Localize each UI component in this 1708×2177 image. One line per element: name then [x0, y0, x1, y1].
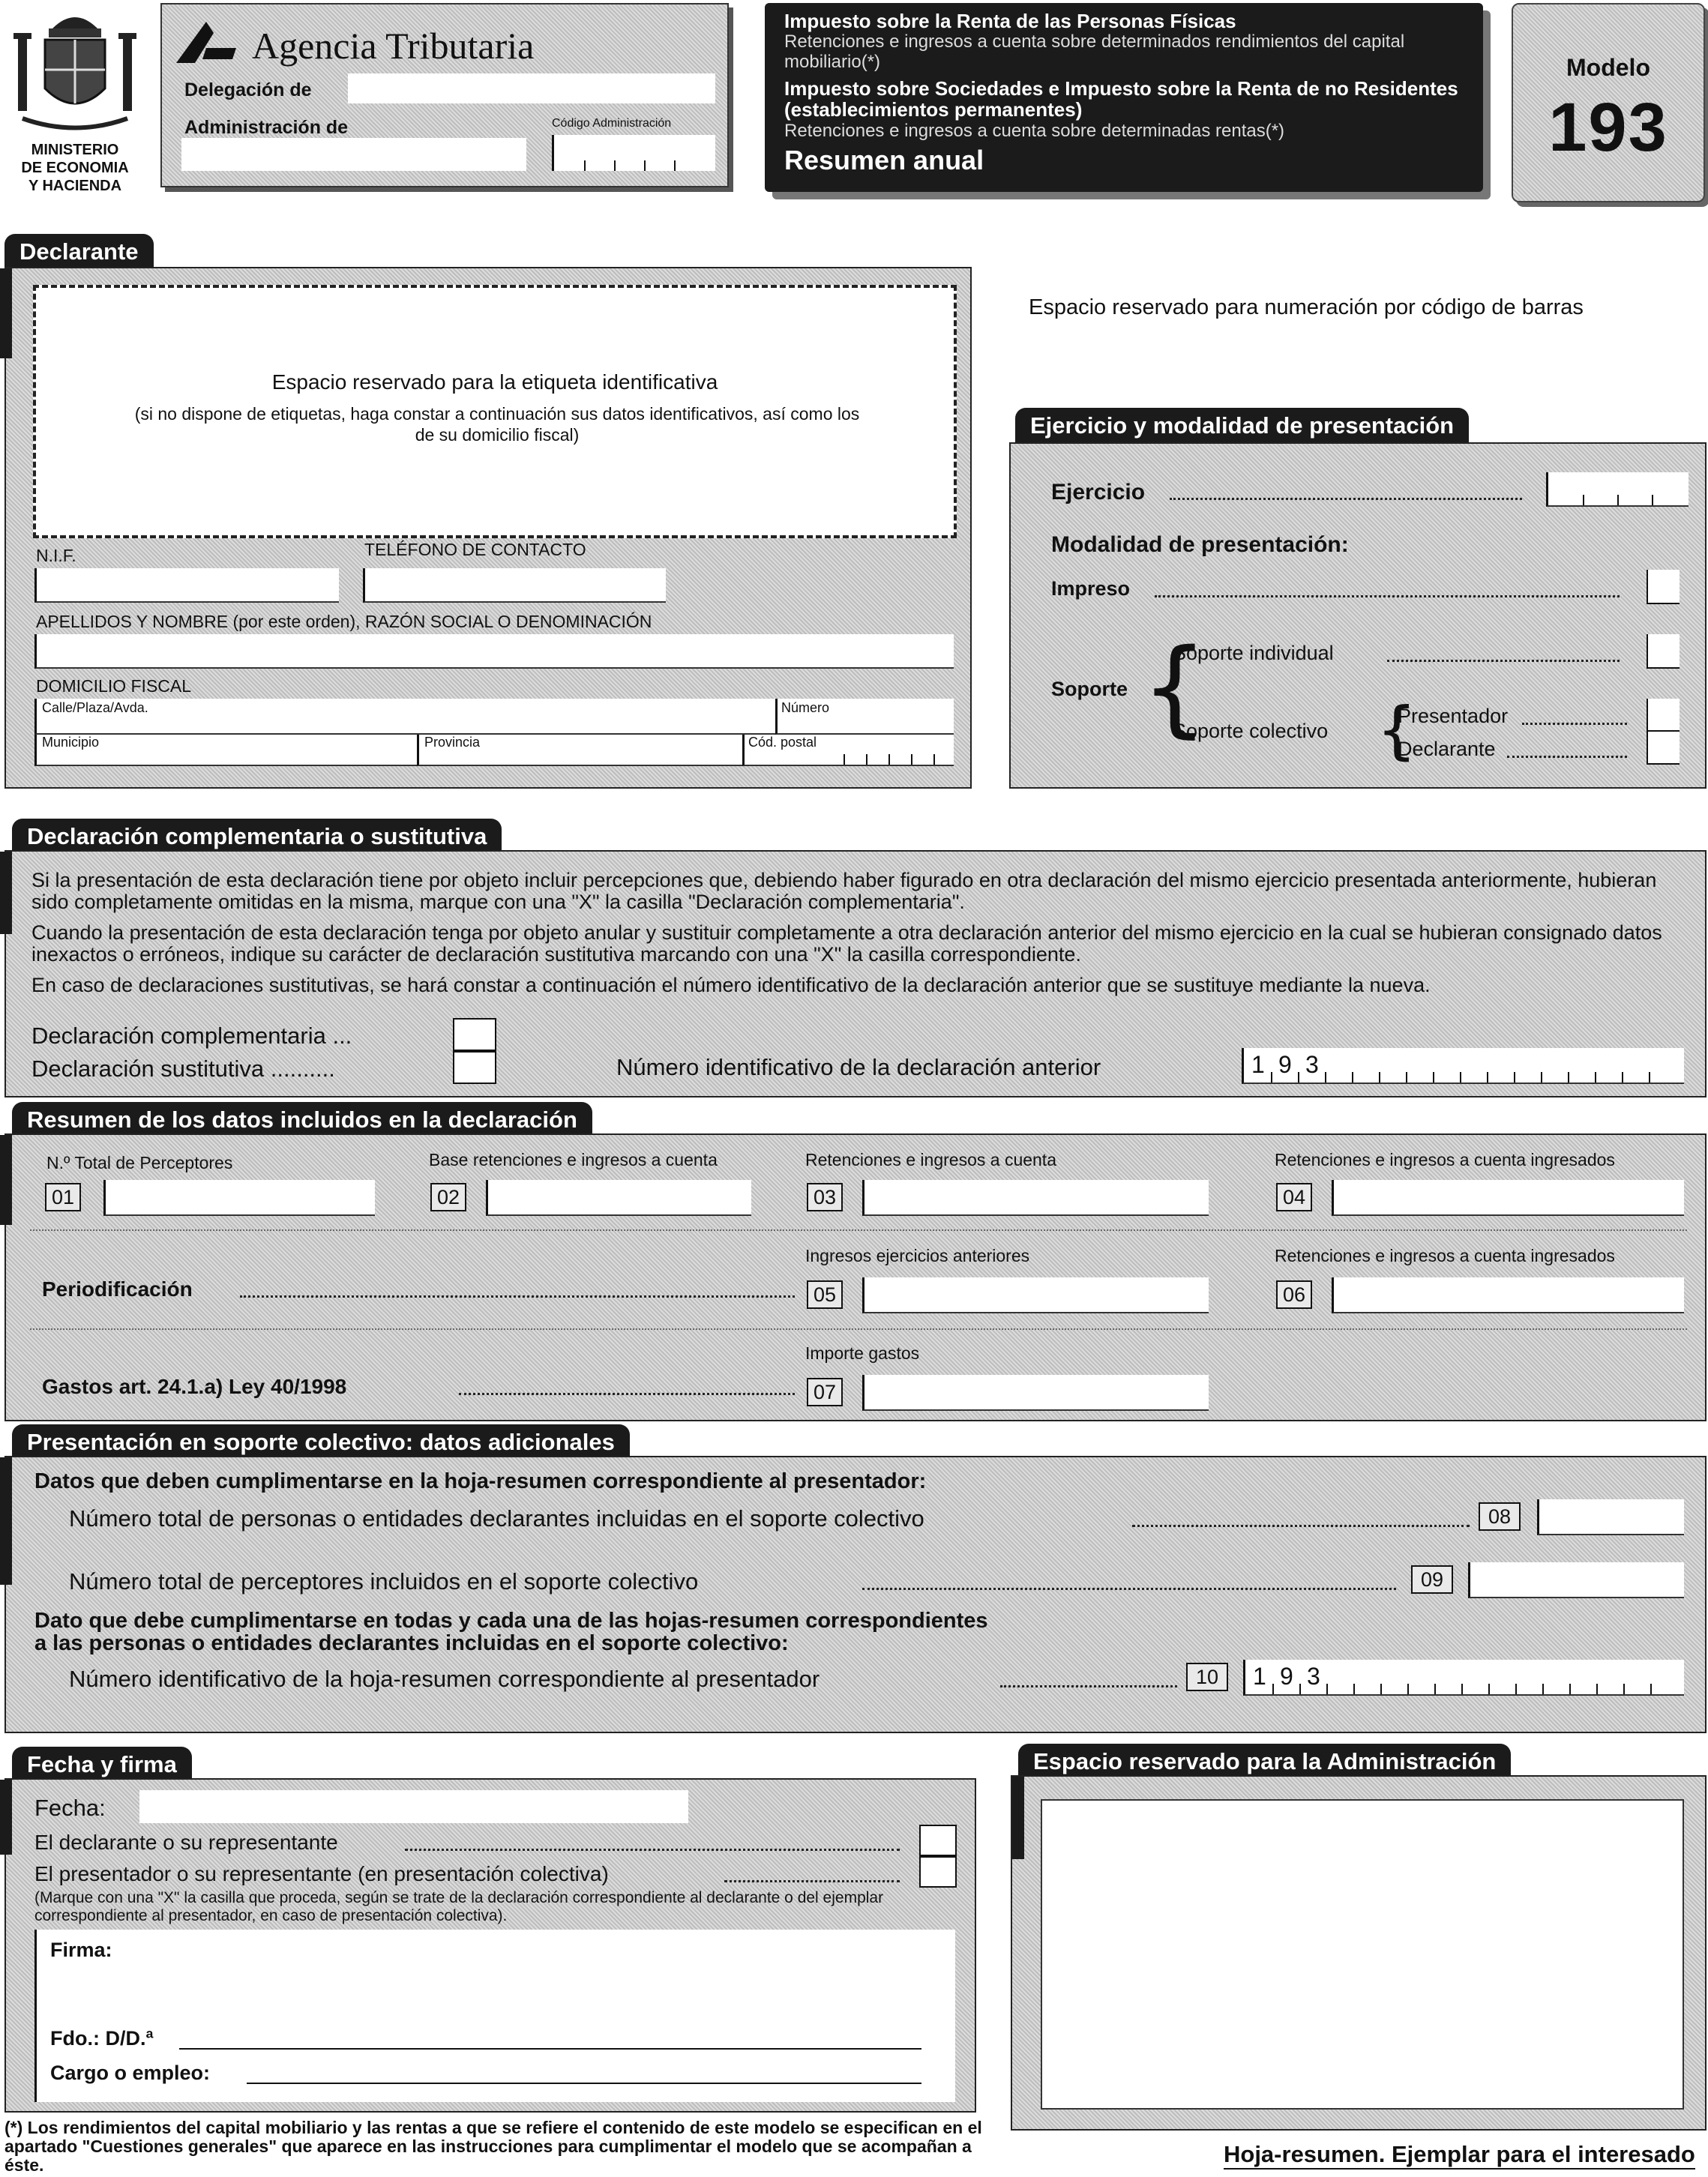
tab-colectivo: Presentación en soporte colectivo: datos adicionales — [12, 1424, 630, 1459]
telefono-label: TELÉFONO DE CONTACTO — [364, 540, 586, 559]
gastos-dots — [459, 1393, 795, 1395]
ministry-logo — [7, 6, 142, 141]
cod-postal-label: Cód. postal — [748, 735, 817, 750]
label-note: (si no dispone de etiquetas, haga constar a continuación sus datos identificativos, así como los de su domicilio fiscal) — [134, 404, 860, 445]
presentador-checkbox[interactable] — [1647, 699, 1680, 732]
complementaria-text-2: Cuando la presentación de esta declaración tenga por objeto anular y sustituir completamente a otra declaración anterior del mismo ejercicio en la cual se hubieran consignado datos inexactos o erróneos, indique su carácter de declaración sustitutiva marcando con una "X" la casilla correspondiente. — [31, 921, 1662, 966]
complementaria-text-3: En caso de declaraciones sustitutivas, se hará constar a continuación el número identificativo de la declaración anterior que se sustituye mediante la nueva. — [31, 974, 1431, 996]
delegacion-field[interactable] — [348, 73, 715, 103]
complementaria-text-1: Si la presentación de esta declaración tiene por objeto incluir percepciones que, debiendo haber figurado en otra declaración del mismo ejercicio presentada anteriormente, hubieran sido completamente omitidas en la misma, marque con una "X" la casilla "Declaración complementaria". — [31, 869, 1657, 913]
tab-administracion: Espacio reservado para la Administración — [1018, 1744, 1511, 1778]
impreso-dots — [1155, 595, 1620, 597]
c01-field[interactable] — [103, 1180, 375, 1216]
r10-dots — [1000, 1685, 1177, 1687]
tab-firma: Fecha y firma — [12, 1747, 192, 1781]
agency-logo-icon — [172, 18, 240, 70]
modalidad-label: Modalidad de presentación: — [1051, 532, 1349, 557]
municipio-label: Municipio — [42, 735, 100, 750]
fecha-field[interactable] — [139, 1790, 688, 1823]
c03-label: Retenciones e ingresos a cuenta — [805, 1150, 1056, 1169]
periodificacion-label: Periodificación — [42, 1277, 193, 1301]
modelo-label: Modelo — [1566, 54, 1650, 81]
calle-label: Calle/Plaza/Avda. — [42, 700, 148, 715]
tax1-title: Impuesto sobre la Renta de las Personas Físicas — [784, 10, 1236, 32]
apellidos-field[interactable] — [34, 634, 954, 669]
presentador-dots — [1522, 723, 1627, 725]
ejercicio-field[interactable] — [1546, 472, 1689, 507]
soporte-colectivo-label: Soporte colectivo — [1173, 720, 1329, 742]
colectivo-brace: { — [1377, 693, 1417, 767]
footer-copy: Hoja-resumen. Ejemplar para el interesado — [1224, 2141, 1695, 2170]
cargo-label: Cargo o empleo: — [50, 2062, 211, 2084]
firma-presentador-checkbox[interactable] — [919, 1856, 957, 1888]
numero-label: Número — [781, 700, 830, 715]
impreso-checkbox[interactable] — [1647, 570, 1680, 604]
firma-presentador-dots — [724, 1880, 900, 1882]
declarante-bar — [0, 268, 12, 358]
soporte-individual-checkbox[interactable] — [1647, 634, 1680, 669]
declarante-dots — [1507, 756, 1627, 758]
barcode-note: Espacio reservado para numeración por código de barras — [1029, 295, 1584, 319]
code-07: 07 — [807, 1378, 843, 1406]
fdo-label: Fdo.: D/D.ª — [50, 2027, 154, 2050]
resumen-divider-2 — [30, 1328, 1687, 1330]
colectivo-heading-1: Datos que deben cumplimentarse en la hoja-resumen correspondiente al presentador: — [34, 1469, 927, 1493]
impreso-label: Impreso — [1051, 577, 1131, 600]
tab-complementaria: Declaración complementaria o sustitutiva — [12, 819, 502, 853]
r09-dots — [862, 1588, 1396, 1590]
code-03: 03 — [807, 1183, 843, 1211]
apellidos-label: APELLIDOS Y NOMBRE (por este orden), RAZÓN SOCIAL O DENOMINACIÓN — [36, 612, 652, 631]
firma-label: Firma: — [50, 1939, 112, 1961]
complementaria-bar — [0, 852, 12, 934]
decl-sustitutiva-checkbox[interactable] — [453, 1051, 496, 1084]
modelo-block — [1512, 3, 1705, 202]
resumen-divider-1 — [30, 1229, 1687, 1231]
c05-field[interactable] — [862, 1277, 1209, 1313]
tab-resumen: Resumen de los datos incluidos en la declaración — [12, 1102, 592, 1136]
code-08: 08 — [1479, 1502, 1521, 1531]
decl-complementaria-checkbox[interactable] — [453, 1018, 496, 1051]
periodificacion-dots — [240, 1295, 795, 1298]
r10-prefix-3: 3 — [1307, 1663, 1320, 1690]
soporte-individual-dots — [1387, 660, 1620, 662]
r08-field[interactable] — [1537, 1499, 1684, 1535]
r10-field[interactable] — [1243, 1660, 1684, 1696]
num-anterior-field[interactable] — [1242, 1048, 1684, 1084]
c05-label: Ingresos ejercicios anteriores — [805, 1246, 1030, 1265]
soporte-brace: { — [1141, 627, 1209, 749]
label-reserved-area — [33, 285, 957, 538]
cargo-line — [247, 2083, 921, 2084]
fecha-label: Fecha: — [34, 1795, 106, 1821]
num-anterior-prefix-1: 1 — [1251, 1051, 1265, 1078]
telefono-field[interactable] — [363, 568, 666, 603]
ejercicio-label: Ejercicio — [1051, 480, 1146, 505]
code-02: 02 — [430, 1183, 466, 1211]
c07-field[interactable] — [862, 1375, 1209, 1411]
tab-ejercicio: Ejercicio y modalidad de presentación — [1015, 408, 1469, 442]
r10-prefix-2: 9 — [1280, 1663, 1293, 1690]
tax1-desc: Retenciones e ingresos a cuenta sobre determinados rendimientos del capital mobiliario(*) — [784, 31, 1405, 72]
firma-declarante-dots — [405, 1849, 900, 1851]
nif-field[interactable] — [34, 568, 339, 603]
code-01: 01 — [45, 1183, 81, 1211]
r08-label: Número total de personas o entidades declarantes incluidas en el soporte colectivo — [69, 1505, 924, 1532]
agency-name: Agencia Tributaria — [252, 25, 535, 67]
administracion-field[interactable] — [181, 138, 526, 171]
label-title: Espacio reservado para la etiqueta identificativa — [271, 370, 718, 394]
firma-presentador-label: El presentador o su representante (en presentación colectiva) — [34, 1862, 609, 1885]
c02-field[interactable] — [486, 1180, 751, 1216]
provincia-label: Provincia — [424, 735, 481, 750]
nif-label: N.I.F. — [36, 546, 76, 565]
domicilio-label: DOMICILIO FISCAL — [36, 676, 192, 696]
modelo-number: 193 — [1548, 89, 1668, 166]
declarante-checkbox[interactable] — [1647, 732, 1680, 765]
r09-label: Número total de perceptores incluidos en el soporte colectivo — [69, 1568, 699, 1595]
tab-declarante: Declarante — [4, 234, 154, 268]
num-anterior-prefix-3: 3 — [1305, 1051, 1319, 1078]
agency-block — [160, 3, 729, 187]
firma-box[interactable] — [34, 1930, 955, 2102]
administracion-box — [1041, 1799, 1684, 2110]
firma-declarante-label: El declarante o su representante — [34, 1831, 338, 1854]
r10-prefix-1: 1 — [1253, 1663, 1266, 1690]
c04-field[interactable] — [1332, 1180, 1684, 1216]
tax-title-block — [765, 3, 1483, 192]
administracion-label: Administración de — [184, 117, 349, 138]
footer-note: (*) Los rendimientos del capital mobiliario y las rentas a que se refiere el contenido de este modelo se especifican en el apartado "Cuestiones generales" que aparece en las instrucciones para cumplimentar el modelo que se acompañan a éste. — [4, 2118, 982, 2175]
r10-label: Número identificativo de la hoja-resumen correspondiente al presentador — [69, 1666, 820, 1692]
administracion-bar — [1012, 1777, 1024, 1859]
firma-declarante-checkbox[interactable] — [919, 1825, 957, 1856]
c03-field[interactable] — [862, 1180, 1209, 1216]
resumen-bar — [0, 1135, 12, 1225]
tax2-title: Impuesto sobre Sociedades e Impuesto sobre la Renta de no Residentes (establecimientos permanentes) — [784, 77, 1458, 121]
fdo-line — [179, 2048, 921, 2050]
c04-label: Retenciones e ingresos a cuenta ingresados — [1275, 1150, 1615, 1169]
presentador-label: Presentador — [1398, 705, 1509, 727]
decl-complementaria-label: Declaración complementaria ... — [31, 1023, 352, 1049]
firma-bar — [0, 1780, 12, 1855]
r08-dots — [1132, 1525, 1470, 1527]
code-05: 05 — [807, 1280, 843, 1309]
decl-sustitutiva-label: Declaración sustitutiva .......... — [31, 1056, 335, 1082]
code-10: 10 — [1186, 1663, 1228, 1691]
tax2-desc: Retenciones e ingresos a cuenta sobre determinadas rentas(*) — [784, 121, 1285, 141]
coat-of-arms-icon — [7, 6, 142, 141]
code-09: 09 — [1411, 1565, 1453, 1594]
resumen-anual: Resumen anual — [784, 145, 984, 175]
num-anterior-prefix-2: 9 — [1278, 1051, 1292, 1078]
colectivo-heading-2b: a las personas o entidades declarantes incluidas en el soporte colectivo: — [34, 1631, 789, 1655]
c06-label: Retenciones e ingresos a cuenta ingresados — [1275, 1246, 1615, 1265]
codigo-admin-label: Código Administración — [552, 117, 672, 130]
code-04: 04 — [1276, 1183, 1312, 1211]
num-anterior-label: Número identificativo de la declaración anterior — [616, 1054, 1101, 1080]
soporte-label: Soporte — [1051, 678, 1128, 700]
colectivo-bar — [0, 1457, 12, 1585]
c07-label: Importe gastos — [805, 1343, 920, 1363]
c01-label: N.º Total de Perceptores — [46, 1153, 233, 1172]
declarante-label: Declarante — [1398, 738, 1496, 760]
c02-label: Base retenciones e ingresos a cuenta — [429, 1150, 718, 1169]
codigo-admin-field[interactable] — [552, 135, 715, 171]
c06-field[interactable] — [1332, 1277, 1684, 1313]
r09-field[interactable] — [1468, 1562, 1684, 1598]
ejercicio-dots — [1170, 498, 1522, 500]
delegacion-label: Delegación de — [184, 79, 312, 100]
colectivo-heading-2a: Dato que debe cumplimentarse en todas y cada una de las hojas-resumen correspondientes — [34, 1609, 988, 1633]
gastos-label: Gastos art. 24.1.a) Ley 40/1998 — [42, 1375, 347, 1398]
firma-note: (Marque con una "X" la casilla que proceda, según se trate de la declaración correspondiente al declarante o del ejemplar correspondiente al presentador, en caso de presentación colectiva). — [34, 1889, 884, 1924]
soporte-individual-label: Soporte individual — [1173, 642, 1334, 664]
ministry-name: MINISTERIO DE ECONOMIA Y HACIENDA — [21, 142, 129, 194]
code-06: 06 — [1276, 1280, 1312, 1309]
